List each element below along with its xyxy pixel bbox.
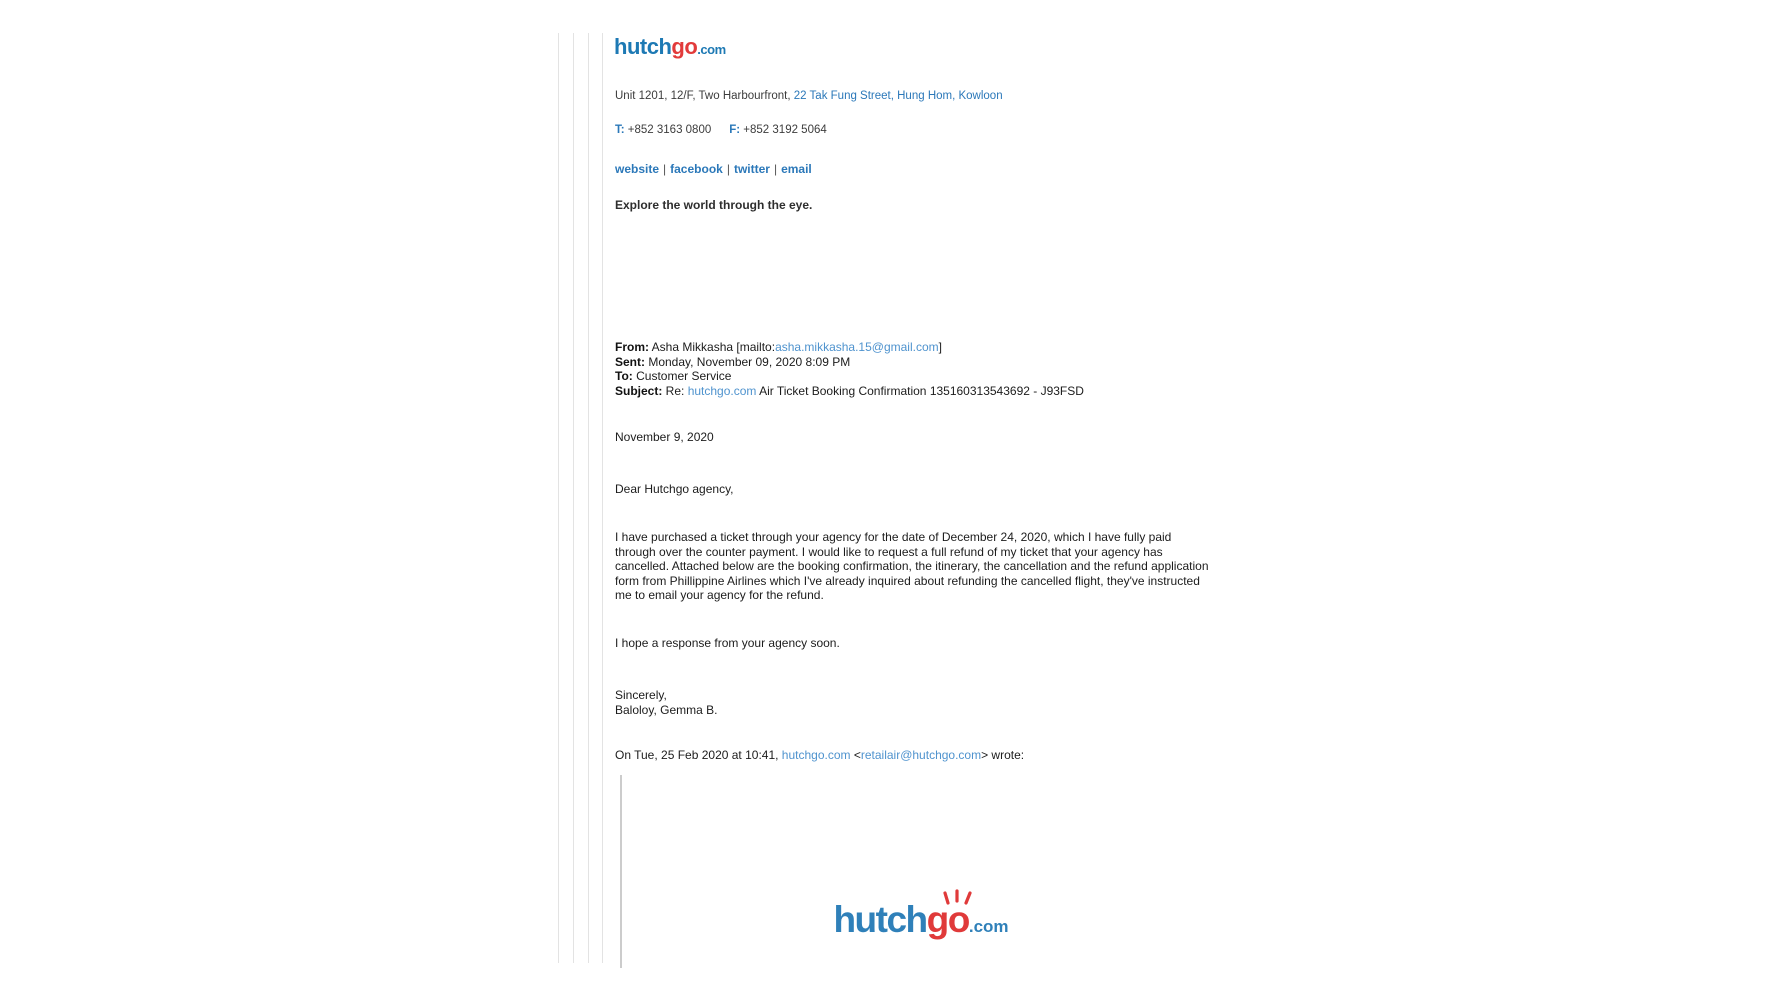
logo-part-com: .com (697, 42, 726, 57)
quote-retailair-link[interactable]: retailair@hutchgo.com (860, 748, 982, 762)
company-tagline: Explore the world through the eye. (615, 198, 813, 212)
header-subject (615, 384, 1084, 399)
header-to (615, 369, 1084, 384)
logo-rays-icon (943, 889, 973, 905)
hutchgo-logo-image (833, 900, 1008, 947)
to-value: Customer Service (632, 369, 732, 383)
hutchgo-logo-text (614, 34, 726, 60)
quote-bar-level-2 (573, 33, 574, 963)
quoted-reply-header (615, 748, 1024, 762)
message-headers (615, 340, 1084, 398)
letter-salutation: Dear Hutchgo agency, (615, 482, 734, 496)
address-map-link[interactable]: 22 Tak Fung Street, Hung Hom, Kowloon (793, 90, 1003, 102)
link-separator: | (726, 162, 730, 176)
link-separator: | (773, 162, 778, 176)
company-address (615, 90, 1003, 102)
header-from (615, 340, 1084, 355)
subject-label: Subject: (615, 383, 663, 398)
website-link[interactable]: website (615, 162, 660, 176)
quoted-message-body (632, 900, 1210, 947)
letter-paragraph: I have purchased a ticket through your agency for the date of December 24, 2020, which I have fully paid through over the counter payment. I would like to request a full refund of my ticket that your agency has cancelled. Attached below are the booking confirmation, the itinerary, the cancellation and the refund application form from Phillippine Airlines which I've already inquired about refunding the cancelled flight, they've instructed me to email your agency for the refund. (615, 530, 1209, 603)
quote-mid: < (850, 748, 861, 762)
twitter-link[interactable]: twitter (733, 162, 770, 176)
from-close: ] (938, 340, 942, 354)
phone-fax-line (615, 124, 827, 136)
sent-label: Sent: (615, 354, 645, 369)
letter-hope-line: I hope a response from your agency soon. (615, 636, 840, 650)
logo-part-com: .com (968, 917, 1009, 936)
header-sent (615, 355, 1084, 370)
letter-date: November 9, 2020 (615, 430, 714, 444)
address-plain: Unit 1201, 12/F, Two Harbourfront, (615, 90, 794, 102)
from-email-link[interactable]: asha.mikkasha.15@gmail.com (775, 340, 939, 354)
facebook-link[interactable]: facebook (670, 162, 723, 176)
quote-pre: On Tue, 25 Feb 2020 at 10:41, (615, 748, 782, 762)
quote-bar-level-1 (558, 33, 559, 963)
link-separator: | (663, 162, 667, 176)
quote-post: > wrote: (981, 748, 1025, 762)
from-name: Asha Mikkasha [mailto: (649, 340, 776, 354)
from-label: From: (615, 340, 649, 354)
letter-signoff (615, 688, 717, 717)
quote-bar-level-4 (602, 33, 603, 963)
subject-re: Re: (662, 383, 688, 398)
logo-part-go: go (671, 34, 698, 59)
logo-part-go: go (927, 900, 969, 940)
logo-part-hutch: hutch (833, 899, 927, 940)
email-link[interactable]: email (781, 162, 812, 176)
logo-part-hutch: hutch (614, 34, 672, 59)
fax-label: F: (729, 124, 741, 136)
subject-hutchgo-link[interactable]: hutchgo.com (687, 383, 757, 398)
quote-bar-level-3 (588, 33, 589, 963)
sent-value: Monday, November 09, 2020 8:09 PM (645, 354, 851, 369)
subject-text: Air Ticket Booking Confirmation 135160313543692 - J93FSD (756, 383, 1084, 398)
to-label: To: (615, 369, 633, 383)
fax-number: +852 3192 5064 (740, 124, 827, 136)
quote-hutchgo-link[interactable]: hutchgo.com (781, 748, 851, 762)
tel-number: +852 3163 0800 (624, 124, 712, 136)
signoff-name: Baloloy, Gemma B. (615, 702, 718, 717)
signature-links (615, 162, 812, 176)
tel-label: T: (615, 124, 625, 136)
signoff-sincerely: Sincerely, (615, 688, 667, 702)
quote-bar-level-5 (620, 775, 622, 968)
